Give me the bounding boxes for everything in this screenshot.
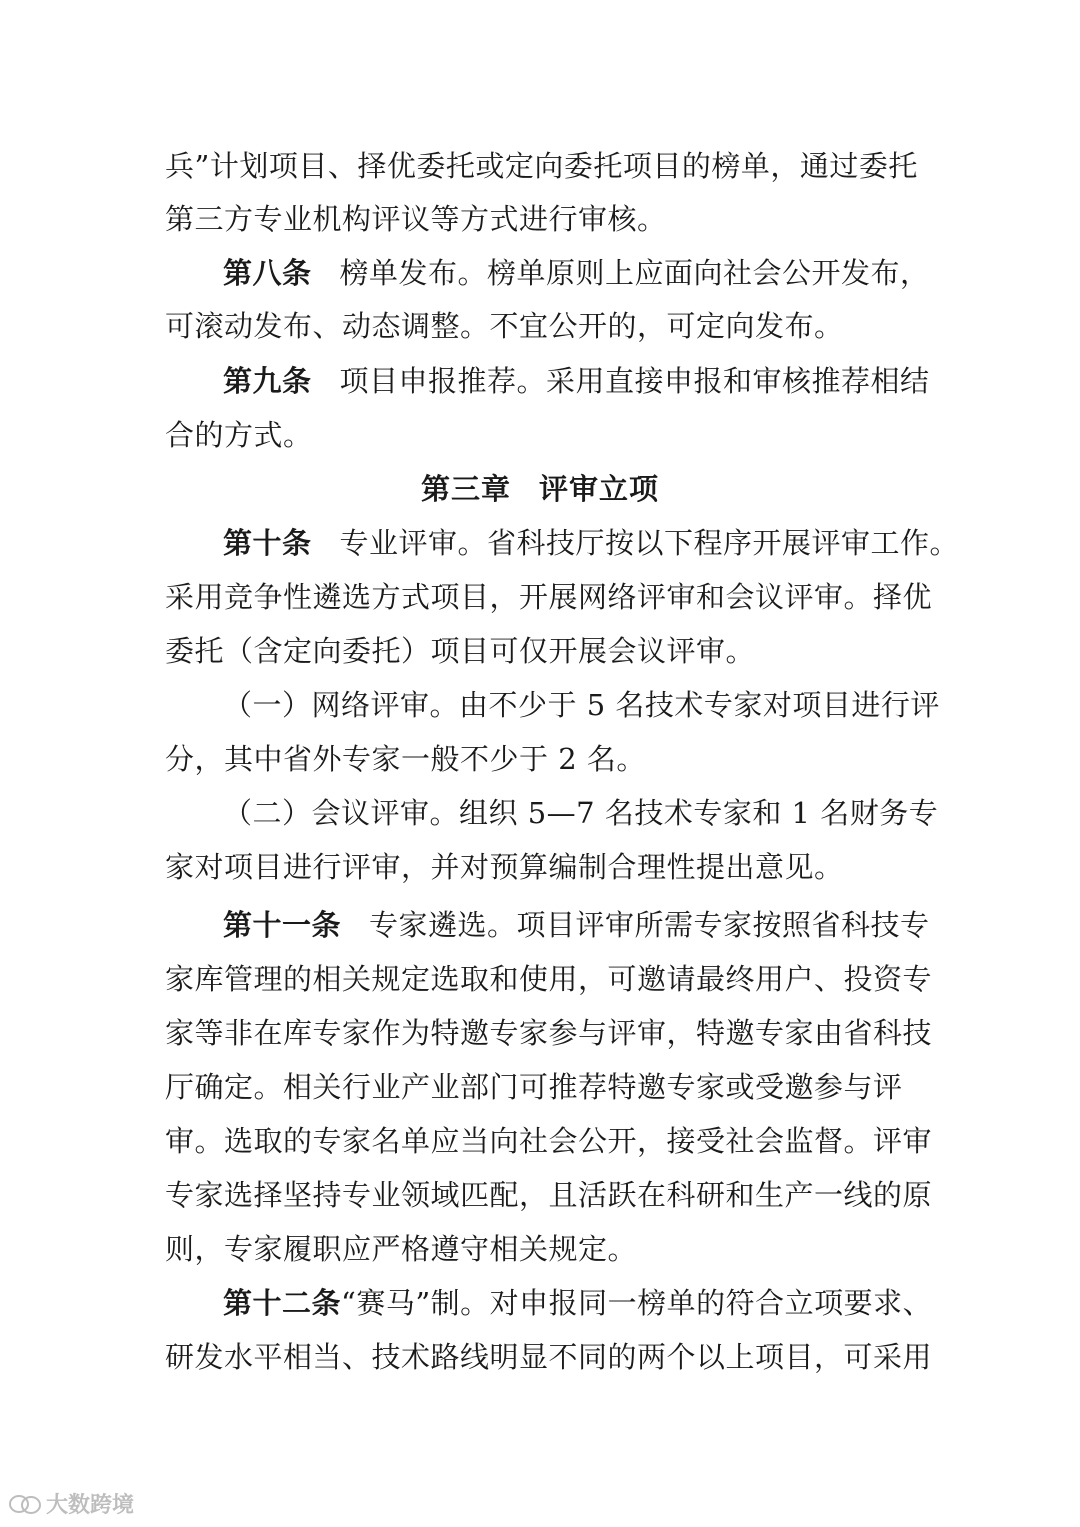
text-line: 则，专家履职应严格遵守相关规定。 xyxy=(165,1232,638,1266)
article-8: 第八条 榜单发布。榜单原则上应面向社会公开发布， xyxy=(223,256,930,290)
text-line: （一）网络评审。由不少于 5 名技术专家对项目进行评 xyxy=(223,688,940,722)
article-11: 第十一条 专家遴选。项目评审所需专家按照省科技专 xyxy=(223,908,930,942)
text-line: （二）会议评审。组织 5—7 名技术专家和 1 名财务专 xyxy=(223,796,939,830)
article-12: 第十二条“赛马”制。对申报同一榜单的符合立项要求、 xyxy=(223,1286,933,1320)
text-line: 研发水平相当、技术路线明显不同的两个以上项目，可采用 xyxy=(165,1340,933,1374)
text-line: 第三方专业机构评议等方式进行审核。 xyxy=(165,202,667,236)
text-line: 家对项目进行评审，并对预算编制合理性提出意见。 xyxy=(165,850,844,884)
text-line: 采用竞争性遴选方式项目，开展网络评审和会议评审。择优 xyxy=(165,580,933,614)
article-title: 第十二条 xyxy=(223,1286,342,1320)
article-10: 第十条 专业评审。省科技厅按以下程序开展评审工作。 xyxy=(223,526,960,560)
text-line: 厅确定。相关行业产业部门可推荐特邀专家或受邀参与评 xyxy=(165,1070,903,1104)
watermark xyxy=(8,1488,134,1519)
article-title: 第十条 xyxy=(223,526,312,560)
text-line: 家库管理的相关规定选取和使用，可邀请最终用户、投资专 xyxy=(165,962,933,996)
article-title: 第九条 xyxy=(223,364,312,398)
article-title: 第十一条 xyxy=(223,908,342,942)
article-title: 第八条 xyxy=(223,256,312,290)
text-line: 可滚动发布、动态调整。不宜公开的，可定向发布。 xyxy=(165,309,844,343)
text-line: 分，其中省外专家一般不少于 2 名。 xyxy=(165,742,646,776)
watermark-text: 大数跨境 xyxy=(46,1493,135,1518)
text-line: 兵”计划项目、择优委托或定向委托项目的榜单，通过委托 xyxy=(165,149,918,183)
chapter-heading: 第三章 评审立项 xyxy=(420,472,660,506)
text-line: 家等非在库专家作为特邀专家参与评审，特邀专家由省科技 xyxy=(165,1016,933,1050)
article-9: 第九条 项目申报推荐。采用直接申报和审核推荐相结 xyxy=(223,364,930,398)
text-line: 审。选取的专家名单应当向社会公开，接受社会监督。评审 xyxy=(165,1124,933,1158)
chat-bubble-logo-icon xyxy=(8,1493,42,1515)
text-line: 委托（含定向委托）项目可仅开展会议评审。 xyxy=(165,634,756,668)
text-line: 合的方式。 xyxy=(165,418,313,452)
text-line: 专家选择坚持专业领域匹配，且活跃在科研和生产一线的原 xyxy=(165,1178,933,1212)
